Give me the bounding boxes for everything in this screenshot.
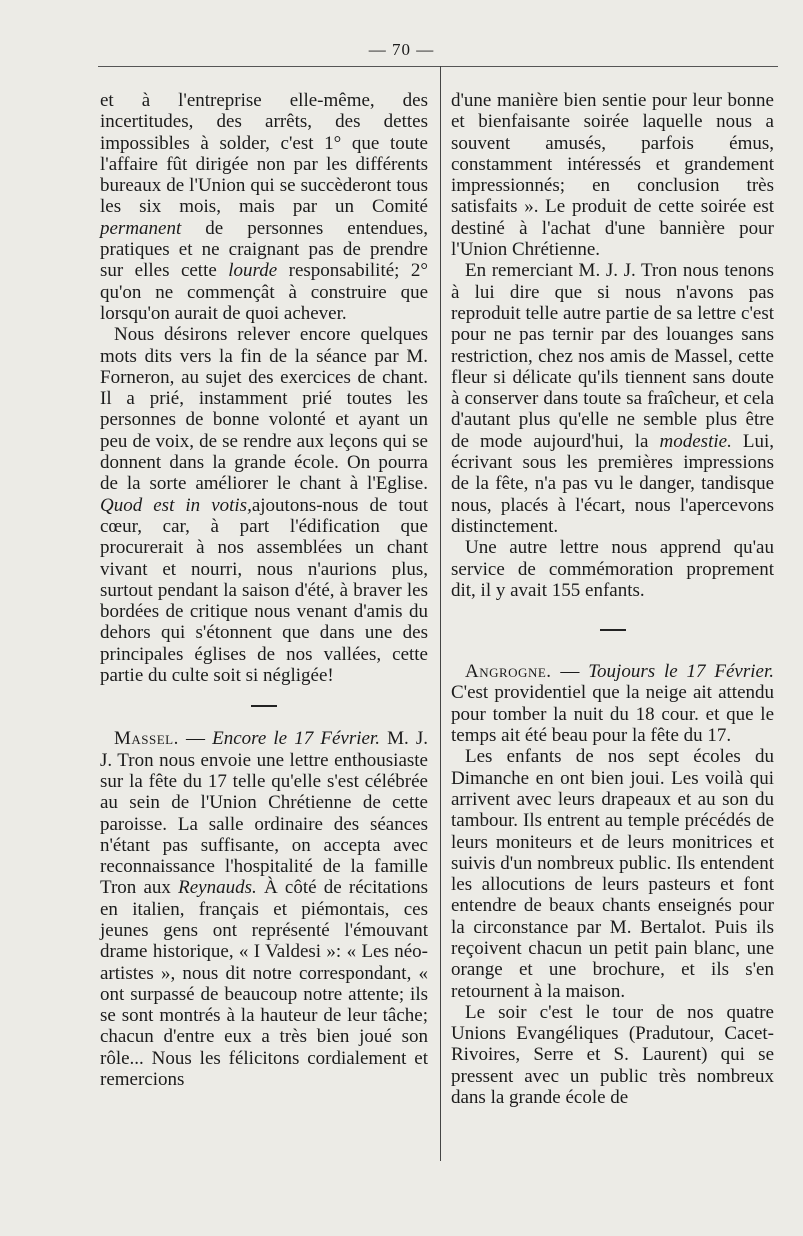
section-separator	[600, 629, 626, 631]
page-number: — 70 —	[368, 40, 435, 59]
left-column	[100, 90, 428, 1090]
paragraph: Nous désirons relever encore quelques mots dits vers la fin de la séance par M. Forneron, au sujet des exercices de chant. Il a prié, instamment prié toutes les personnes de bonne volonté et ayant un peu de voix, de se rendre aux leçons qui se donnent dans la grande école. On pourra de la sorte améliorer le chant à l'Eglise. Quod est in votis,ajoutons-nous de tout cœur, car, à part l'édification que procurerait à nos assemblées un chant vivant et nourri, nous n'aurions plus, surtout pendant la saison d'été, à braver les bordées de critique nous venant d'amis du dehors qui s'étonnent que dans une des principales églises de nos vallées, cette partie du culte soit si négligée!	[100, 324, 428, 687]
column-divider	[440, 66, 441, 1161]
paragraph: Massel. — Encore le 17 Février. M. J. J. Tron nous envoie une lettre enthousiaste sur la fête du 17 telle qu'elle s'est célébrée au sein de l'Union Chrétienne de cette paroisse. La salle ordinaire des séances n'étant pas suffisante, on accepta avec reconnaissance l'hospitalité de la famille Tron aux Reynauds. À côté de récitations en italien, français et piémontais, ces jeunes gens ont représenté l'émouvant drame historique, « I Valdesi »: « Les néo-artistes », nous dit notre correspondant, « ont surpassé de beaucoup notre attente; ils se sont montrés à la hauteur de leur tâche; chacun d'entre eux a très bien joué son rôle... Nous les félicitons cordialement et remercions	[100, 728, 429, 1091]
header-rule	[98, 66, 778, 67]
paragraph: et à l'entreprise elle-même, des incertitudes, des arrêts, des dettes impossibles à solder, c'est 1° que toute l'affaire fût dirigée non par les différents bureaux de l'Union qui se succèderont tous les six mois, mais par un Comité permanent de personnes entendues, pratiques et ne craignant pas de prendre sur elles cette lourde responsabilité; 2° qu'on ne commençât à construire que lorsqu'on aurait de quoi achever.	[100, 90, 428, 324]
paragraph: En remerciant M. J. J. Tron nous tenons à lui dire que si nous n'avons pas reproduit telle autre partie de sa lettre c'est pour ne pas ternir par des louanges sans restriction, chez nos amis de Massel, cette fleur si délicate qu'ils tiennent sans doute à conserver dans toute sa fraîcheur, et cela d'autant plus qu'elle ne semble plus être de mode aujourd'hui, la modestie. Lui, écrivant sous les premières impressions de la fête, n'a pas vu le danger, tandisque nous, placés à l'écart, nous l'apercevons distinctement.	[451, 260, 775, 537]
section-heading-massel: Massel.	[114, 728, 179, 750]
section-heading-angrogne: Angrogne.	[465, 661, 552, 683]
paragraph: Le soir c'est le tour de nos quatre Unions Evangéliques (Pradutour, Cacet-Rivoires, Serre et S. Laurent) qui se pressent avec un public très nombreux dans la grande école de	[451, 1001, 774, 1109]
paragraph: Angrogne. — Toujours le 17 Février. C'est providentiel que la neige ait attendu pour tomber la nuit du 18 cour. et que le temps ait été beau pour la fête du 17.	[451, 661, 775, 747]
paragraph: d'une manière bien sentie pour leur bonne et bienfaisante soirée laquelle nous a souvent amusés, parfois émus, constamment intéressés et grandement impressionnés; en conclusion très satisfaits ». Le produit de cette soirée est destiné à l'achat d'une bannière pour l'Union Chrétienne.	[451, 90, 774, 261]
paragraph: Les enfants de nos sept écoles du Dimanche en ont bien joui. Les voilà qui arrivent avec leurs drapeaux et au son du tambour. Ils entrent au temple précédés de leurs moniteurs et de leurs monitrices et suivis d'un nombreux public. Ils entendent les allocutions de leurs pasteurs et font entendre de beaux chants enseignés pour la circonstance par M. Bertalot. Puis ils reçoivent chacun un petit pain blanc, une orange et une brochure, et ils s'en retournent à la maison.	[451, 746, 774, 1002]
right-column	[451, 90, 774, 1108]
paragraph: Une autre lettre nous apprend qu'au service de commémoration proprement dit, il y avait 155 enfants.	[451, 537, 774, 601]
section-separator	[251, 705, 277, 707]
